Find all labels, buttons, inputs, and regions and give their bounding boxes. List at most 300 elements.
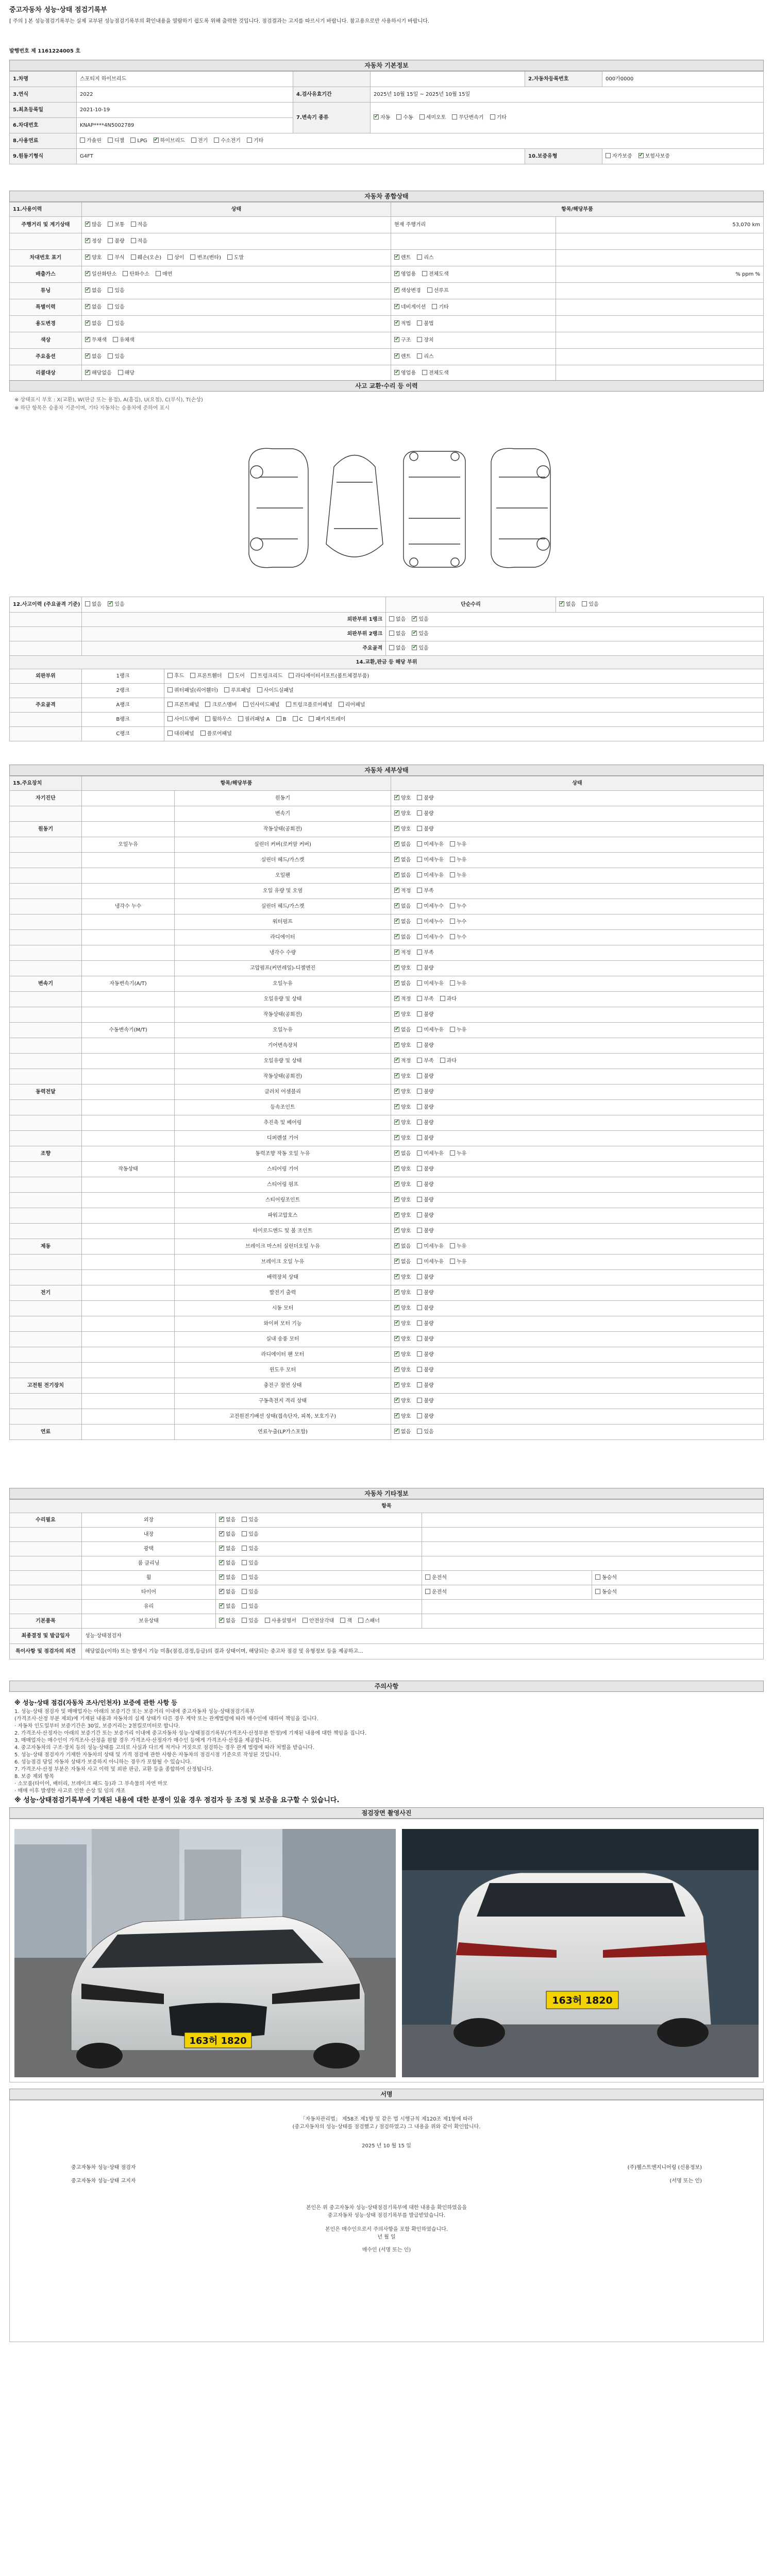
checkbox[interactable] (595, 1574, 600, 1580)
detail-option[interactable] (417, 919, 444, 925)
detail-option[interactable] (394, 795, 411, 802)
checkbox[interactable] (394, 1429, 399, 1434)
checkbox[interactable] (452, 114, 457, 120)
checkbox[interactable] (80, 138, 85, 143)
checkbox[interactable] (417, 1197, 422, 1202)
checkbox[interactable] (394, 1274, 399, 1279)
detail-option[interactable] (417, 872, 444, 879)
state-option[interactable] (167, 255, 184, 261)
accident-option[interactable] (108, 601, 124, 608)
checkbox[interactable] (118, 370, 123, 375)
checkbox[interactable] (450, 1027, 455, 1032)
checkbox[interactable] (394, 1320, 399, 1326)
detail-option[interactable] (394, 1351, 411, 1358)
detail-option[interactable] (450, 980, 466, 987)
checkbox[interactable] (450, 1243, 455, 1248)
detail-option[interactable] (450, 1027, 466, 1033)
detail-option[interactable] (394, 1120, 411, 1126)
checkbox[interactable] (219, 1574, 224, 1580)
checkbox[interactable] (394, 980, 399, 986)
checkbox[interactable] (167, 673, 173, 678)
detail-option[interactable] (417, 1181, 433, 1188)
checkbox[interactable] (417, 353, 422, 359)
checkbox[interactable] (358, 1618, 363, 1623)
trans-option[interactable] (396, 114, 413, 121)
checkbox[interactable] (219, 1560, 224, 1565)
checkbox[interactable] (154, 138, 159, 143)
checkbox[interactable] (394, 919, 399, 924)
checkbox[interactable] (394, 1166, 399, 1171)
checkbox[interactable] (242, 1603, 247, 1608)
detail-option[interactable] (417, 888, 433, 894)
etc-option[interactable] (219, 1517, 236, 1523)
checkbox[interactable] (417, 1290, 422, 1295)
checkbox[interactable] (108, 304, 113, 309)
checkbox[interactable] (417, 1042, 422, 1047)
detail-option[interactable] (417, 1351, 433, 1358)
checkbox[interactable] (394, 1243, 399, 1248)
checkbox[interactable] (289, 673, 294, 678)
checkbox[interactable] (417, 1259, 422, 1264)
checkbox[interactable] (85, 255, 90, 260)
checkbox[interactable] (167, 702, 173, 707)
checkbox[interactable] (417, 1073, 422, 1078)
detail-option[interactable] (394, 872, 411, 879)
checkbox[interactable] (417, 1243, 422, 1248)
detail-option[interactable] (394, 1089, 411, 1095)
checkbox[interactable] (394, 996, 399, 1001)
part-option[interactable] (339, 702, 365, 708)
detail-option[interactable] (394, 1367, 411, 1374)
detail-option[interactable] (417, 810, 433, 817)
checkbox[interactable] (227, 255, 232, 260)
detail-option[interactable] (417, 1212, 433, 1219)
detail-option[interactable] (394, 1104, 411, 1111)
checkbox[interactable] (85, 353, 90, 359)
part-option[interactable] (205, 716, 232, 723)
state-option[interactable] (190, 255, 221, 261)
accident-option[interactable] (85, 601, 102, 608)
side-option[interactable] (394, 353, 411, 360)
part-option[interactable] (167, 731, 194, 737)
checkbox[interactable] (394, 1104, 399, 1109)
state-option[interactable] (113, 337, 135, 344)
part-option[interactable] (200, 731, 232, 737)
checkbox[interactable] (200, 731, 206, 736)
checkbox[interactable] (131, 222, 136, 227)
checkbox[interactable] (394, 1259, 399, 1264)
detail-option[interactable] (450, 934, 466, 941)
part-option[interactable] (167, 673, 184, 680)
checkbox[interactable] (450, 934, 455, 939)
part-option[interactable] (293, 716, 303, 723)
state-option[interactable] (85, 238, 102, 245)
checkbox[interactable] (417, 1305, 422, 1310)
checkbox[interactable] (108, 601, 113, 606)
checkbox[interactable] (417, 996, 422, 1001)
detail-option[interactable] (417, 996, 433, 1003)
checkbox[interactable] (394, 1305, 399, 1310)
checkbox[interactable] (108, 287, 113, 293)
side-option[interactable] (417, 320, 433, 327)
state-option[interactable] (108, 255, 124, 261)
checkbox[interactable] (374, 114, 379, 120)
etc-option[interactable] (358, 1618, 380, 1624)
checkbox[interactable] (130, 138, 136, 143)
part-option[interactable] (205, 702, 237, 708)
checkbox[interactable] (450, 1259, 455, 1264)
checkbox[interactable] (339, 702, 344, 707)
checkbox[interactable] (417, 255, 422, 260)
checkbox[interactable] (394, 1228, 399, 1233)
checkbox[interactable] (394, 1011, 399, 1016)
checkbox[interactable] (123, 271, 128, 276)
state-option[interactable] (85, 255, 102, 261)
fuel-option[interactable] (247, 138, 263, 144)
checkbox[interactable] (425, 1589, 430, 1594)
checkbox[interactable] (303, 1618, 308, 1623)
checkbox[interactable] (417, 810, 422, 816)
checkbox[interactable] (412, 616, 417, 621)
checkbox[interactable] (417, 1228, 422, 1233)
detail-option[interactable] (417, 1166, 433, 1173)
side-option[interactable] (394, 287, 421, 294)
detail-option[interactable] (394, 1042, 411, 1049)
detail-option[interactable] (417, 1135, 433, 1142)
detail-option[interactable] (394, 950, 411, 956)
checkbox[interactable] (85, 337, 90, 342)
checkbox[interactable] (219, 1546, 224, 1551)
checkbox[interactable] (450, 903, 455, 908)
checkbox[interactable] (417, 795, 422, 800)
detail-option[interactable] (394, 1027, 411, 1033)
checkbox[interactable] (417, 1150, 422, 1156)
checkbox[interactable] (85, 370, 90, 375)
checkbox[interactable] (85, 222, 90, 227)
checkbox[interactable] (242, 1618, 247, 1623)
fuel-option[interactable] (191, 138, 208, 144)
detail-option[interactable] (450, 841, 466, 848)
checkbox[interactable] (417, 1429, 422, 1434)
etc-option[interactable] (340, 1618, 352, 1624)
checkbox[interactable] (389, 616, 394, 621)
checkbox[interactable] (389, 631, 394, 636)
checkbox[interactable] (417, 1058, 422, 1063)
fuel-option[interactable] (214, 138, 241, 144)
checkbox[interactable] (108, 138, 113, 143)
checkbox[interactable] (219, 1603, 224, 1608)
checkbox[interactable] (417, 1413, 422, 1418)
detail-option[interactable] (450, 1259, 466, 1265)
checkbox[interactable] (394, 1120, 399, 1125)
checkbox[interactable] (417, 919, 422, 924)
checkbox[interactable] (242, 1560, 247, 1565)
state-option[interactable] (85, 287, 102, 294)
detail-option[interactable] (417, 1011, 433, 1018)
part-option[interactable] (251, 673, 282, 680)
side-option[interactable] (394, 370, 416, 377)
part-option[interactable] (167, 687, 218, 694)
state-option[interactable] (85, 304, 102, 311)
detail-option[interactable] (394, 1413, 411, 1420)
checkbox[interactable] (108, 238, 113, 243)
checkbox[interactable] (394, 255, 399, 260)
fuel-option[interactable] (154, 138, 185, 144)
rank-option[interactable] (412, 616, 428, 623)
etc-option[interactable] (242, 1531, 258, 1538)
checkbox[interactable] (606, 153, 611, 158)
checkbox[interactable] (417, 1011, 422, 1016)
part-option[interactable] (289, 673, 369, 680)
detail-option[interactable] (417, 1197, 433, 1204)
detail-option[interactable] (417, 950, 433, 956)
checkbox[interactable] (394, 903, 399, 908)
checkbox[interactable] (219, 1589, 224, 1594)
checkbox[interactable] (432, 304, 437, 309)
checkbox[interactable] (394, 1197, 399, 1202)
fuel-option[interactable] (80, 138, 102, 144)
simple-option[interactable] (582, 601, 598, 608)
etc-option[interactable] (242, 1574, 258, 1581)
checkbox[interactable] (394, 370, 399, 375)
checkbox[interactable] (394, 965, 399, 970)
state-option[interactable] (108, 320, 124, 327)
checkbox[interactable] (396, 114, 401, 120)
detail-option[interactable] (417, 1382, 433, 1389)
state-option[interactable] (85, 337, 107, 344)
checkbox[interactable] (293, 716, 298, 721)
checkbox[interactable] (394, 841, 399, 846)
state-option[interactable] (108, 222, 124, 228)
checkbox[interactable] (131, 255, 136, 260)
detail-option[interactable] (394, 1290, 411, 1296)
detail-option[interactable] (450, 857, 466, 863)
checkbox[interactable] (417, 1135, 422, 1140)
checkbox[interactable] (286, 702, 291, 707)
checkbox[interactable] (85, 601, 90, 606)
checkbox[interactable] (214, 138, 219, 143)
etc-option[interactable] (242, 1546, 258, 1552)
checkbox[interactable] (108, 353, 113, 359)
checkbox[interactable] (276, 716, 281, 721)
checkbox[interactable] (417, 1120, 422, 1125)
detail-option[interactable] (394, 1274, 411, 1281)
part-option[interactable] (286, 702, 332, 708)
etc-option[interactable] (219, 1574, 236, 1581)
detail-option[interactable] (394, 1259, 411, 1265)
detail-option[interactable] (450, 903, 466, 910)
side-option[interactable] (595, 1589, 617, 1596)
checkbox[interactable] (309, 716, 314, 721)
etc-option[interactable] (242, 1589, 258, 1596)
checkbox[interactable] (417, 857, 422, 862)
rank-option[interactable] (412, 631, 428, 637)
checkbox[interactable] (417, 934, 422, 939)
detail-option[interactable] (417, 1150, 444, 1157)
side-option[interactable] (425, 1574, 447, 1581)
part-option[interactable] (224, 687, 251, 694)
checkbox[interactable] (417, 841, 422, 846)
etc-option[interactable] (219, 1618, 236, 1624)
state-option[interactable] (131, 238, 147, 245)
state-option[interactable] (118, 370, 135, 377)
warranty-option[interactable] (606, 153, 632, 160)
part-option[interactable] (167, 716, 199, 723)
detail-option[interactable] (417, 965, 433, 972)
checkbox[interactable] (440, 1058, 445, 1063)
side-option[interactable] (427, 287, 449, 294)
detail-option[interactable] (394, 1197, 411, 1204)
detail-option[interactable] (417, 1305, 433, 1312)
part-option[interactable] (276, 716, 287, 723)
detail-option[interactable] (417, 1367, 433, 1374)
state-option[interactable] (131, 255, 161, 261)
part-option[interactable] (228, 673, 245, 680)
checkbox[interactable] (340, 1618, 345, 1623)
checkbox[interactable] (394, 271, 399, 276)
etc-option[interactable] (242, 1517, 258, 1523)
etc-option[interactable] (219, 1531, 236, 1538)
checkbox[interactable] (450, 857, 455, 862)
detail-option[interactable] (417, 1259, 444, 1265)
detail-option[interactable] (417, 1290, 433, 1296)
warranty-option[interactable] (638, 153, 670, 160)
side-option[interactable] (417, 255, 433, 261)
checkbox[interactable] (108, 222, 113, 227)
checkbox[interactable] (85, 304, 90, 309)
etc-option[interactable] (219, 1589, 236, 1596)
state-option[interactable] (85, 222, 102, 228)
side-option[interactable] (432, 304, 448, 311)
detail-option[interactable] (394, 1073, 411, 1080)
detail-option[interactable] (417, 1058, 433, 1064)
detail-option[interactable] (394, 1382, 411, 1389)
detail-option[interactable] (394, 888, 411, 894)
checkbox[interactable] (394, 320, 399, 326)
etc-option[interactable] (265, 1618, 296, 1624)
checkbox[interactable] (417, 903, 422, 908)
checkbox[interactable] (205, 702, 210, 707)
checkbox[interactable] (417, 1104, 422, 1109)
checkbox[interactable] (417, 965, 422, 970)
state-option[interactable] (85, 320, 102, 327)
state-option[interactable] (108, 238, 124, 245)
detail-option[interactable] (417, 1243, 444, 1250)
detail-option[interactable] (417, 1274, 433, 1281)
detail-option[interactable] (417, 1089, 433, 1095)
checkbox[interactable] (422, 370, 427, 375)
state-option[interactable] (156, 271, 172, 278)
detail-option[interactable] (417, 1398, 433, 1404)
detail-option[interactable] (440, 1058, 457, 1064)
checkbox[interactable] (247, 138, 252, 143)
checkbox[interactable] (224, 687, 229, 692)
detail-option[interactable] (450, 1150, 466, 1157)
etc-option[interactable] (242, 1603, 258, 1610)
checkbox[interactable] (265, 1618, 270, 1623)
etc-option[interactable] (242, 1618, 258, 1624)
state-option[interactable] (108, 353, 124, 360)
checkbox[interactable] (394, 810, 399, 816)
checkbox[interactable] (394, 1058, 399, 1063)
checkbox[interactable] (219, 1618, 224, 1623)
checkbox[interactable] (228, 673, 233, 678)
detail-option[interactable] (394, 1166, 411, 1173)
checkbox[interactable] (417, 1089, 422, 1094)
detail-option[interactable] (417, 1104, 433, 1111)
rank-option[interactable] (412, 645, 428, 652)
detail-option[interactable] (394, 1228, 411, 1234)
side-option[interactable] (422, 271, 449, 278)
checkbox[interactable] (595, 1589, 600, 1594)
detail-option[interactable] (417, 1320, 433, 1327)
checkbox[interactable] (205, 716, 210, 721)
detail-option[interactable] (417, 1429, 433, 1435)
part-option[interactable] (257, 687, 294, 694)
checkbox[interactable] (417, 826, 422, 831)
checkbox[interactable] (167, 731, 173, 736)
checkbox[interactable] (389, 645, 394, 650)
detail-option[interactable] (440, 996, 457, 1003)
rank-option[interactable] (389, 616, 406, 623)
checkbox[interactable] (450, 841, 455, 846)
detail-option[interactable] (417, 903, 444, 910)
checkbox[interactable] (219, 1531, 224, 1536)
checkbox[interactable] (417, 1166, 422, 1171)
checkbox[interactable] (450, 919, 455, 924)
checkbox[interactable] (242, 1574, 247, 1580)
checkbox[interactable] (251, 673, 256, 678)
checkbox[interactable] (450, 872, 455, 877)
detail-option[interactable] (394, 1243, 411, 1250)
checkbox[interactable] (582, 601, 587, 606)
checkbox[interactable] (417, 1181, 422, 1187)
checkbox[interactable] (417, 1336, 422, 1341)
checkbox[interactable] (108, 255, 113, 260)
state-option[interactable] (123, 271, 149, 278)
etc-option[interactable] (219, 1546, 236, 1552)
detail-option[interactable] (417, 980, 444, 987)
checkbox[interactable] (417, 872, 422, 877)
checkbox[interactable] (417, 320, 422, 326)
checkbox[interactable] (257, 687, 262, 692)
detail-option[interactable] (394, 1336, 411, 1343)
side-option[interactable] (422, 370, 449, 377)
checkbox[interactable] (242, 1546, 247, 1551)
checkbox[interactable] (394, 1027, 399, 1032)
detail-option[interactable] (417, 1413, 433, 1420)
state-option[interactable] (227, 255, 244, 261)
checkbox[interactable] (450, 980, 455, 986)
detail-option[interactable] (394, 1305, 411, 1312)
trans-option[interactable] (374, 114, 390, 121)
part-option[interactable] (190, 673, 222, 680)
detail-option[interactable] (417, 1027, 444, 1033)
detail-option[interactable] (417, 826, 433, 833)
checkbox[interactable] (85, 287, 90, 293)
detail-option[interactable] (394, 1181, 411, 1188)
checkbox[interactable] (394, 857, 399, 862)
detail-option[interactable] (394, 919, 411, 925)
checkbox[interactable] (394, 1351, 399, 1357)
checkbox[interactable] (394, 304, 399, 309)
part-option[interactable] (238, 716, 270, 723)
side-option[interactable] (394, 337, 411, 344)
side-option[interactable] (394, 304, 426, 311)
checkbox[interactable] (394, 1382, 399, 1387)
detail-option[interactable] (394, 903, 411, 910)
checkbox[interactable] (113, 337, 118, 342)
